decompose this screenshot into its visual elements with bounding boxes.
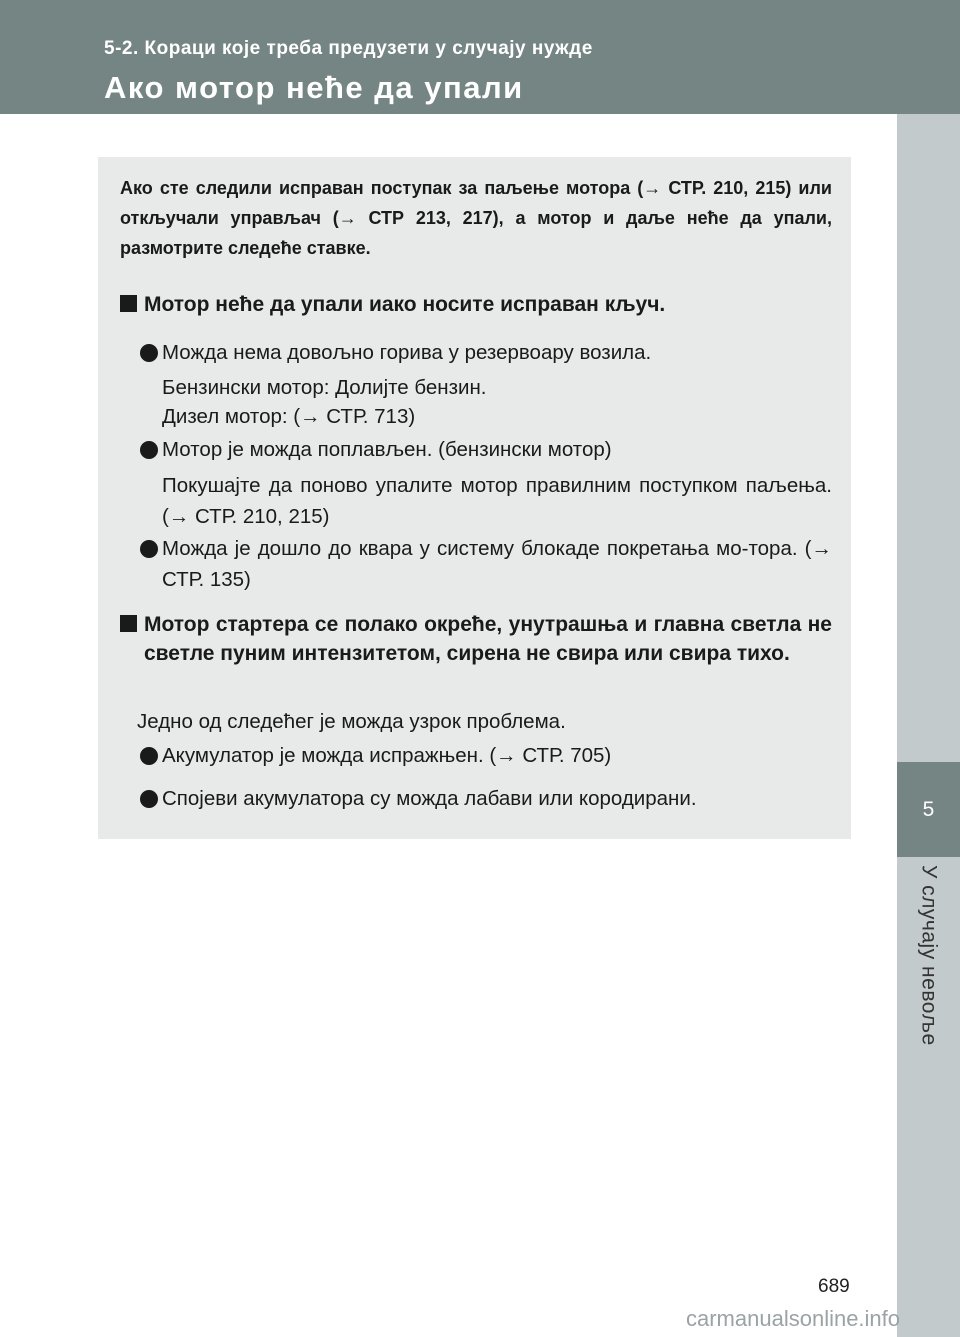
section1-heading-text: Мотор неће да упали иако носите исправан кључ. [144,293,666,316]
section2-lead: Једно од следећег је можда узрок проблема. [137,710,566,733]
chapter-tab[interactable] [897,762,960,857]
page-number: 689 [818,1276,850,1297]
section2-bullet2 [140,783,832,814]
section2-bullet1-text: Акумулатор је можда испражњен. (→ СТР. 705) [162,744,612,767]
chapter-label [897,865,960,1065]
round-bullet-icon [140,747,158,765]
section1-bullet1-line1: Бензински мотор: Долијте бензин. [162,376,487,399]
section1-bullet3-text: Можда је дошло до квара у систему блокаде покретања мо-тора. (→ СТР. 135) [162,537,832,591]
section2-bullet1 [140,740,832,771]
section1-bullet2 [140,434,832,465]
section1-bullet1-text: Можда нема довољно горива у резервоару возила. [162,341,652,364]
section2-heading [120,610,832,668]
section1-bullet1-line2: Дизел мотор: (→ СТР. 713) [162,405,416,428]
page-header [0,0,960,114]
section2-heading-text: Мотор стартера се полако окреће, унутрашња и главна светла не светле пуним интензитетом, сирена не свира или свира тихо. [144,613,832,665]
round-bullet-icon [140,441,158,459]
section1-heading [120,290,832,319]
round-bullet-icon [140,344,158,362]
section-label: 5-2. Кораци које треба предузети у случају нужде [104,38,593,59]
section1-bullet2-text-block: Покушајте да поново упалите мотор правилним поступком паљења. (→ СТР. 210, 215) [162,474,832,528]
section1-bullet1 [140,337,832,368]
round-bullet-icon [140,790,158,808]
section2-bullet2-text: Спојеви акумулатора су можда лабави или кородирани. [162,787,697,810]
chapter-label-text: У случају невоље [917,865,941,1046]
round-bullet-icon [140,540,158,558]
section1-bullet2-text: Мотор је можда поплављен. (бензински мотор) [162,438,612,461]
watermark: carmanualsonline.info [686,1306,901,1331]
page-title: Ако мотор неће да упали [104,70,524,105]
intro-paragraph: Ако сте следили исправан поступак за паљење мотора (→ СТР. 210, 215) или откључали управљач (→ СТР 213, 217), а мотор и даље неће да упали, размотрите следеће ставке. [120,178,832,258]
square-bullet-icon [120,615,137,632]
chapter-number: 5 [922,797,935,821]
section1-bullet3 [140,533,832,595]
square-bullet-icon [120,295,137,312]
chapter-sidebar [897,114,960,1337]
